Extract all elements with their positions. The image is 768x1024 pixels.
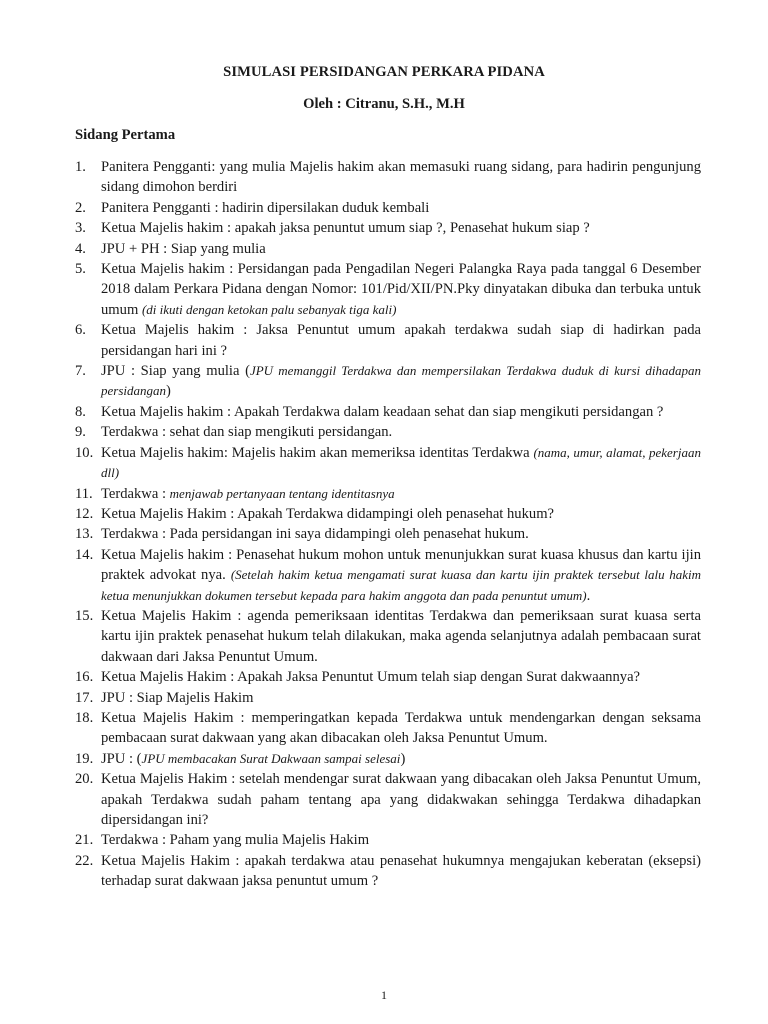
list-item xyxy=(75,769,701,830)
list-item-italic-text: (di ikuti dengan ketokan palu sebanyak tiga kali) xyxy=(141,301,397,317)
list-item-number: 21. xyxy=(75,832,94,849)
list-item-text: Ketua Majelis Hakim : Apakah Terdakwa didampingi oleh penasehat hukum? xyxy=(101,505,555,522)
list-item-italic-text: (Setelah hakim ketua mengamati surat kuasa dan kartu ijin praktek tersebut lalu hakim ketua menunjukkan dokumen tersebut kepada para hakim anggota dan pada penuntut umum) xyxy=(101,567,702,603)
list-item-italic-text: JPU membacakan Surat Dakwaan sampai selesai xyxy=(141,750,401,766)
list-item xyxy=(75,606,701,667)
list-item xyxy=(75,749,701,769)
numbered-list xyxy=(75,157,701,892)
list-item-italic-text: JPU memanggil Terdakwa dan mempersilakan Terdakwa duduk di kursi dihadapan persidangan xyxy=(101,363,701,399)
list-item-number: 16. xyxy=(75,669,94,686)
document-author: Oleh : Citranu, S.H., M.H xyxy=(303,96,465,112)
list-item xyxy=(75,198,701,218)
list-item-number: 17. xyxy=(75,689,94,706)
list-item-text: Terdakwa : Paham yang mulia Majelis Hakim xyxy=(101,832,370,849)
document-title: SIMULASI PERSIDANGAN PERKARA PIDANA xyxy=(223,64,545,80)
list-item xyxy=(75,484,701,504)
list-item xyxy=(75,320,701,361)
list-item-number: 11. xyxy=(75,485,93,502)
list-item-text: Ketua Majelis hakim : Persidangan pada Pengadilan Negeri Palangka Raya pada tanggal 6 Desember 2018 dalam Perkara Pidana dengan Nomor: 101/Pid/XII/PN.Pky dinyatakan dibuka dan terbuka untuk umum xyxy=(101,261,701,318)
list-item-number: 20. xyxy=(75,771,94,788)
list-item xyxy=(75,218,701,238)
list-item-text: Ketua Majelis Hakim : apakah terdakwa atau penasehat hukumnya mengajukan keberatan (eksepsi) terhadap surat dakwaan jaksa penuntut umum ? xyxy=(101,852,701,890)
list-item xyxy=(75,851,701,892)
list-item xyxy=(75,361,701,402)
list-item-text: Ketua Majelis hakim : Penasehat hukum mohon untuk menunjukkan surat kuasa khusus dan kartu ijin praktek advokat nya. xyxy=(101,546,701,584)
list-item xyxy=(75,239,701,259)
section-heading: Sidang Pertama xyxy=(75,127,176,143)
list-item-number: 7. xyxy=(75,363,86,380)
list-item-number: 14. xyxy=(75,546,94,563)
list-item-number: 9. xyxy=(75,424,86,441)
list-item xyxy=(75,830,701,850)
list-item xyxy=(75,259,701,320)
list-item-text: ) xyxy=(400,750,406,767)
list-item xyxy=(75,157,701,198)
list-item-number: 18. xyxy=(75,709,94,726)
list-item-text: Terdakwa : xyxy=(101,485,170,502)
list-item-italic-text: menjawab pertanyaan tentang identitasnya xyxy=(169,485,395,501)
list-item-number: 1. xyxy=(75,159,86,175)
list-item-number: 10. xyxy=(75,444,94,461)
list-item xyxy=(75,402,701,422)
list-item-italic-text: (nama, umur, alamat, pekerjaan dll) xyxy=(101,444,701,481)
list-item-number: 12. xyxy=(75,505,94,522)
list-item-text: Terdakwa : sehat dan siap mengikuti persidangan. xyxy=(101,424,393,441)
list-item-text: Ketua Majelis Hakim : agenda pemeriksaan identitas Terdakwa dan pemeriksaan surat kuasa serta kartu ijin praktek penasehat hukum telah dilakukan, maka agenda selanjutnya adalah pembacaan surat dakwaan dari Jaksa Penuntut Umum. xyxy=(101,607,701,665)
list-item xyxy=(75,708,701,749)
list-item xyxy=(75,443,701,484)
list-item-text: JPU : ( xyxy=(101,750,142,767)
page-number: 1 xyxy=(381,988,387,1002)
list-item-number: 3. xyxy=(75,220,86,237)
list-item xyxy=(75,545,701,606)
list-item-text: JPU : Siap yang mulia ( xyxy=(101,363,250,380)
list-item-text: Panitera Pengganti : hadirin dipersilakan duduk kembali xyxy=(101,199,430,216)
list-item-text: Ketua Majelis hakim : Jaksa Penuntut umum apakah terdakwa sudah siap di hadirkan pada persidangan hari ini ? xyxy=(101,322,701,359)
list-item-number: 4. xyxy=(75,240,86,257)
list-item xyxy=(75,504,701,524)
list-item-text: JPU + PH : Siap yang mulia xyxy=(101,240,266,257)
list-item-text: Terdakwa : Pada persidangan ini saya didampingi oleh penasehat hukum. xyxy=(101,526,529,543)
list-item xyxy=(75,524,701,544)
list-item-number: 22. xyxy=(75,852,94,869)
list-item-text: Ketua Majelis Hakim : setelah mendengar surat dakwaan yang dibacakan oleh Jaksa Penuntut Umum, apakah Terdakwa sudah paham tentang apa yang didakwakan sehingga Terdakwa dihadapkan dipersidangan ini? xyxy=(101,771,701,828)
list-item-text: ) xyxy=(166,383,171,400)
list-item xyxy=(75,422,701,442)
list-item-number: 19. xyxy=(75,750,94,767)
list-item-number: 8. xyxy=(75,403,86,420)
list-item-text: . xyxy=(586,587,591,604)
list-item-text: Panitera Pengganti: yang mulia Majelis hakim akan memasuki ruang sidang, para hadirin pengunjung sidang dimohon berdiri xyxy=(101,159,701,196)
list-item-number: 6. xyxy=(75,322,86,339)
list-item-text: Ketua Majelis hakim: Majelis hakim akan memeriksa identitas Terdakwa xyxy=(101,444,534,461)
list-item-text: Ketua Majelis hakim : Apakah Terdakwa dalam keadaan sehat dan siap mengikuti persidangan ? xyxy=(101,403,664,420)
list-item xyxy=(75,688,701,708)
list-item-text: Ketua Majelis Hakim : memperingatkan kepada Terdakwa untuk mendengarkan dengan seksama pembacaan surat dakwaan yang akan dibacakan oleh Jaksa Penuntut Umum. xyxy=(101,709,701,747)
list-item-number: 15. xyxy=(75,607,94,624)
list-item-number: 5. xyxy=(75,261,86,278)
list-item-number: 13. xyxy=(75,526,94,543)
list-item-number: 2. xyxy=(75,199,86,216)
list-item-text: Ketua Majelis Hakim : Apakah Jaksa Penuntut Umum telah siap dengan Surat dakwaannya? xyxy=(101,669,641,686)
list-item-text: Ketua Majelis hakim : apakah jaksa penuntut umum siap ?, Penasehat hukum siap ? xyxy=(101,220,590,237)
list-item xyxy=(75,667,701,687)
list-item-text: JPU : Siap Majelis Hakim xyxy=(101,689,254,706)
